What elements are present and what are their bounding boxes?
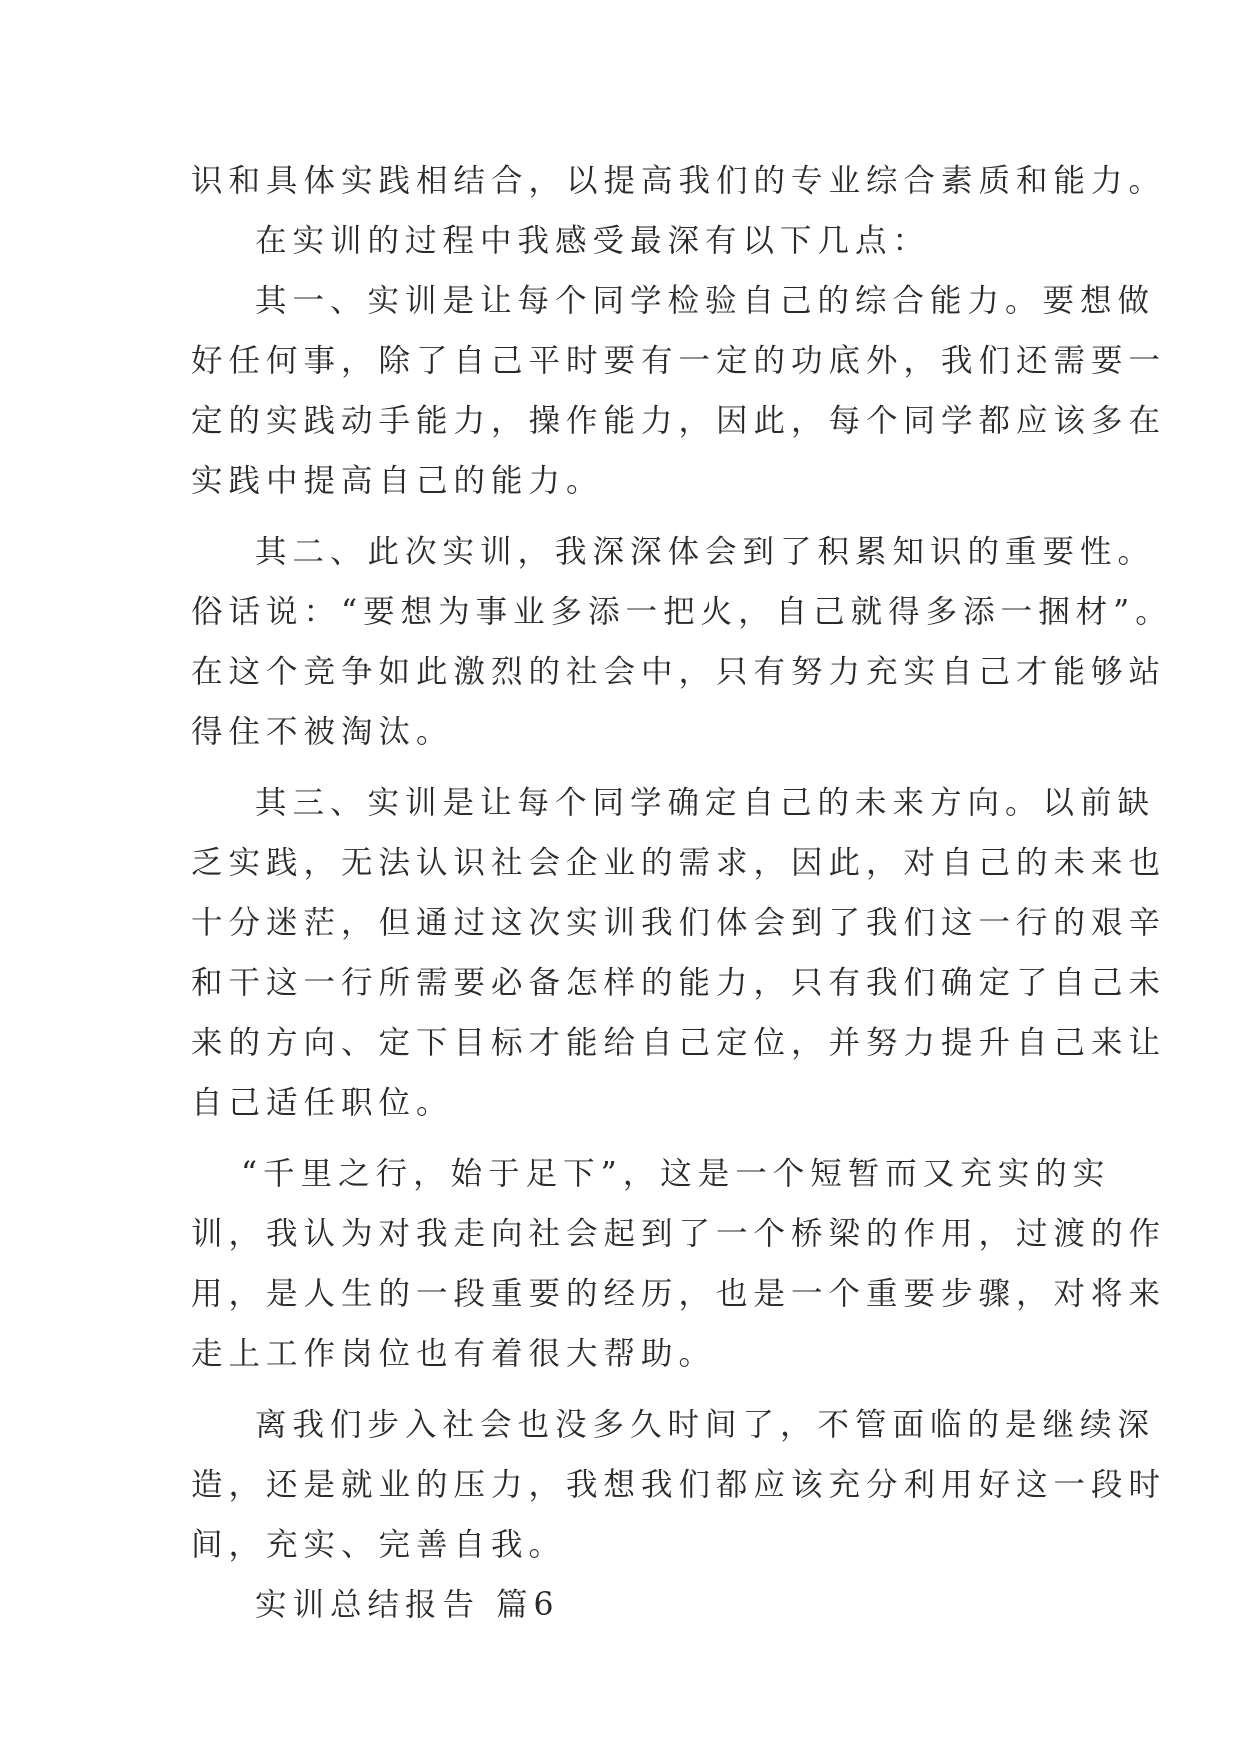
text-line: 俗话说：“要想为事业多添一把火，自己就得多添一捆材”。	[191, 594, 1173, 630]
text-line: 十分迷茫，但通过这次实训我们体会到了我们这一行的艰辛	[191, 905, 1167, 941]
text-line: 乏实践，无法认识社会企业的需求，因此，对自己的未来也	[191, 845, 1167, 881]
document-body	[191, 151, 1173, 1635]
text-line: 在这个竞争如此激烈的社会中，只有努力充实自己才能够站	[191, 654, 1167, 690]
paragraph-first-line: 其二、此次实训，我深深体会到了积累知识的重要性。	[255, 534, 1156, 570]
text-line: 造，还是就业的压力，我想我们都应该充分利用好这一段时	[191, 1467, 1167, 1503]
text-line: 实践中提高自己的能力。	[191, 463, 604, 499]
text-line: 和干这一行所需要必备怎样的能力，只有我们确定了自己未	[191, 965, 1167, 1001]
text-line: 好任何事，除了自己平时要有一定的功底外，我们还需要一	[191, 343, 1167, 379]
text-line: 训，我认为对我走向社会起到了一个桥梁的作用，过渡的作	[191, 1216, 1167, 1252]
paragraph-first-line: 其一、实训是让每个同学检验自己的综合能力。要想做	[255, 283, 1156, 319]
text-line: 识和具体实践相结合，以提高我们的专业综合素质和能力。	[191, 163, 1167, 199]
text-line: 间，充实、完善自我。	[191, 1527, 567, 1563]
text-line: 得住不被淘汰。	[191, 714, 454, 750]
text-line: 用，是人生的一段重要的经历，也是一个重要步骤，对将来	[191, 1276, 1167, 1312]
paragraph-first-line: 其三、实训是让每个同学确定自己的未来方向。以前缺	[255, 785, 1156, 821]
paragraph-first-line: 离我们步入社会也没多久时间了，不管面临的是继续深	[255, 1407, 1156, 1443]
text-line: 在实训的过程中我感受最深有以下几点：	[255, 223, 931, 259]
text-line: 走上工作岗位也有着很大帮助。	[191, 1336, 717, 1372]
text-line: 来的方向、定下目标才能给自己定位，并努力提升自己来让	[191, 1025, 1167, 1061]
section-heading: 实训总结报告 篇6	[255, 1587, 560, 1623]
paragraph-first-line: “千里之行，始于足下”，这是一个短暂而又充实的实	[241, 1156, 1111, 1192]
text-line: 自己适任职位。	[191, 1085, 454, 1121]
text-line: 定的实践动手能力，操作能力，因此，每个同学都应该多在	[191, 403, 1167, 439]
